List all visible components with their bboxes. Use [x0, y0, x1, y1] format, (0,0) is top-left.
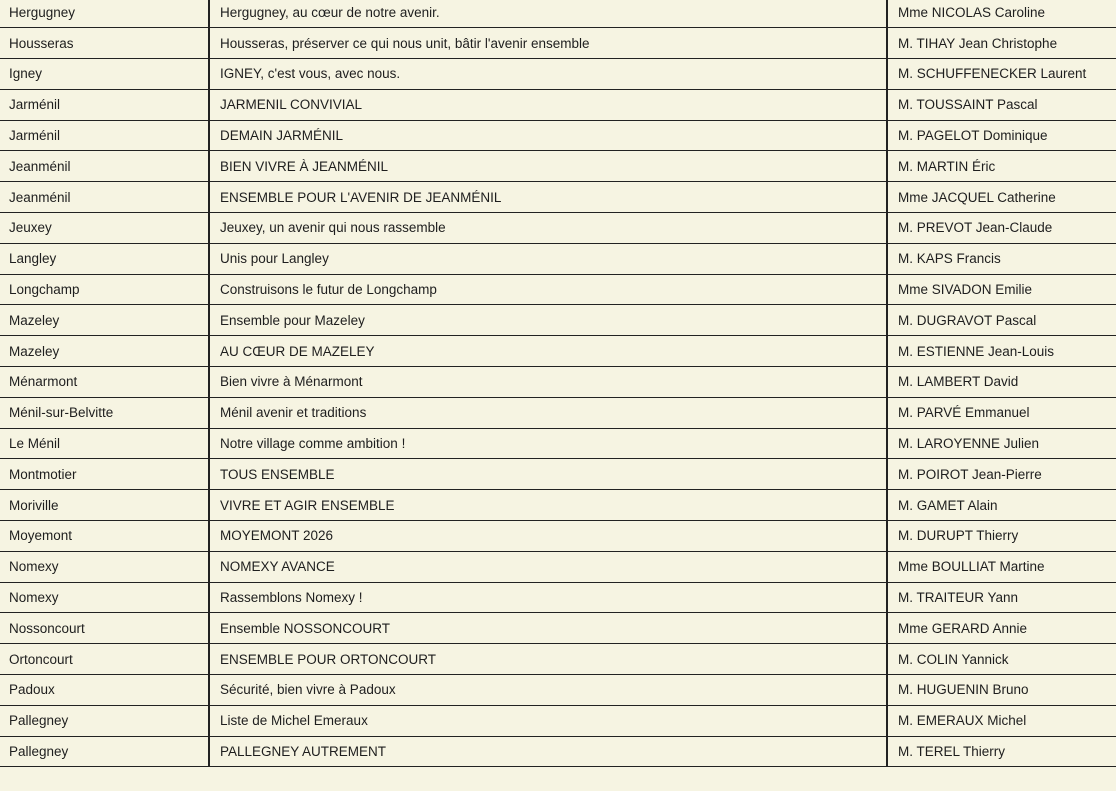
commune-cell: Igney: [0, 59, 209, 90]
list-leader-cell: Mme GERARD Annie: [887, 613, 1116, 644]
commune-cell: Moyemont: [0, 521, 209, 552]
commune-cell: Jeanménil: [0, 182, 209, 213]
table-row: [0, 336, 1116, 367]
commune-cell: Ortoncourt: [0, 644, 209, 675]
table-row: [0, 59, 1116, 90]
list-leader-cell: M. POIROT Jean-Pierre: [887, 459, 1116, 490]
table-row: [0, 582, 1116, 613]
table-row: [0, 182, 1116, 213]
list-name-cell: NOMEXY AVANCE: [209, 551, 887, 582]
list-leader-cell: M. COLIN Yannick: [887, 644, 1116, 675]
list-leader-cell: M. TOUSSAINT Pascal: [887, 89, 1116, 120]
commune-cell: Jarménil: [0, 120, 209, 151]
commune-cell: Nossoncourt: [0, 613, 209, 644]
table-row: [0, 428, 1116, 459]
table-row: [0, 305, 1116, 336]
list-name-cell: ENSEMBLE POUR L'AVENIR DE JEANMÉNIL: [209, 182, 887, 213]
commune-cell: Le Ménil: [0, 428, 209, 459]
list-leader-cell: M. PREVOT Jean-Claude: [887, 213, 1116, 244]
commune-cell: Ménarmont: [0, 367, 209, 398]
list-leader-cell: M. PAGELOT Dominique: [887, 120, 1116, 151]
table-row: [0, 120, 1116, 151]
list-name-cell: ENSEMBLE POUR ORTONCOURT: [209, 644, 887, 675]
list-leader-cell: M. PARVÉ Emmanuel: [887, 397, 1116, 428]
list-name-cell: JARMENIL CONVIVIAL: [209, 89, 887, 120]
commune-cell: Hergugney: [0, 0, 209, 28]
commune-cell: Pallegney: [0, 736, 209, 767]
table-row: [0, 151, 1116, 182]
list-leader-cell: M. LAMBERT David: [887, 367, 1116, 398]
list-leader-cell: M. ESTIENNE Jean-Louis: [887, 336, 1116, 367]
list-name-cell: MOYEMONT 2026: [209, 521, 887, 552]
table-row: [0, 243, 1116, 274]
list-leader-cell: M. TEREL Thierry: [887, 736, 1116, 767]
list-leader-cell: M. KAPS Francis: [887, 243, 1116, 274]
commune-cell: Jeanménil: [0, 151, 209, 182]
table-row: [0, 28, 1116, 59]
table-row: [0, 367, 1116, 398]
commune-cell: Longchamp: [0, 274, 209, 305]
list-name-cell: Liste de Michel Emeraux: [209, 705, 887, 736]
list-name-cell: Construisons le futur de Longchamp: [209, 274, 887, 305]
table-row: [0, 0, 1116, 28]
commune-cell: Mazeley: [0, 305, 209, 336]
table-row: [0, 213, 1116, 244]
list-leader-cell: Mme BOULLIAT Martine: [887, 551, 1116, 582]
list-name-cell: VIVRE ET AGIR ENSEMBLE: [209, 490, 887, 521]
list-name-cell: Unis pour Langley: [209, 243, 887, 274]
list-name-cell: Jeuxey, un avenir qui nous rassemble: [209, 213, 887, 244]
list-leader-cell: M. LAROYENNE Julien: [887, 428, 1116, 459]
table-row: [0, 644, 1116, 675]
commune-cell: Mazeley: [0, 336, 209, 367]
table-row: [0, 521, 1116, 552]
list-leader-cell: M. SCHUFFENECKER Laurent: [887, 59, 1116, 90]
table-row: [0, 274, 1116, 305]
list-leader-cell: M. HUGUENIN Bruno: [887, 675, 1116, 706]
table-row: [0, 705, 1116, 736]
commune-cell: Padoux: [0, 675, 209, 706]
commune-cell: Moriville: [0, 490, 209, 521]
list-leader-cell: M. TIHAY Jean Christophe: [887, 28, 1116, 59]
commune-cell: Nomexy: [0, 551, 209, 582]
commune-cell: Jarménil: [0, 89, 209, 120]
list-name-cell: Hergugney, au cœur de notre avenir.: [209, 0, 887, 28]
list-name-cell: Sécurité, bien vivre à Padoux: [209, 675, 887, 706]
list-leader-cell: Mme NICOLAS Caroline: [887, 0, 1116, 28]
table-row: [0, 490, 1116, 521]
list-leader-cell: M. EMERAUX Michel: [887, 705, 1116, 736]
list-leader-cell: M. TRAITEUR Yann: [887, 582, 1116, 613]
commune-cell: Montmotier: [0, 459, 209, 490]
list-name-cell: AU CŒUR DE MAZELEY: [209, 336, 887, 367]
table-row: [0, 89, 1116, 120]
commune-cell: Housseras: [0, 28, 209, 59]
list-name-cell: DEMAIN JARMÉNIL: [209, 120, 887, 151]
list-name-cell: BIEN VIVRE À JEANMÉNIL: [209, 151, 887, 182]
table-row: [0, 397, 1116, 428]
list-name-cell: PALLEGNEY AUTREMENT: [209, 736, 887, 767]
list-name-cell: Housseras, préserver ce qui nous unit, bâtir l'avenir ensemble: [209, 28, 887, 59]
commune-cell: Pallegney: [0, 705, 209, 736]
commune-cell: Ménil-sur-Belvitte: [0, 397, 209, 428]
list-name-cell: Ensemble NOSSONCOURT: [209, 613, 887, 644]
commune-cell: Nomexy: [0, 582, 209, 613]
list-name-cell: Ménil avenir et traditions: [209, 397, 887, 428]
list-leader-cell: M. GAMET Alain: [887, 490, 1116, 521]
list-name-cell: Bien vivre à Ménarmont: [209, 367, 887, 398]
list-leader-cell: M. DURUPT Thierry: [887, 521, 1116, 552]
commune-cell: Langley: [0, 243, 209, 274]
list-name-cell: Ensemble pour Mazeley: [209, 305, 887, 336]
table-row: [0, 613, 1116, 644]
list-leader-cell: Mme SIVADON Emilie: [887, 274, 1116, 305]
table-row: [0, 459, 1116, 490]
commune-cell: Jeuxey: [0, 213, 209, 244]
table-row: [0, 675, 1116, 706]
list-name-cell: IGNEY, c'est vous, avec nous.: [209, 59, 887, 90]
table-row: [0, 551, 1116, 582]
list-leader-cell: M. DUGRAVOT Pascal: [887, 305, 1116, 336]
list-name-cell: TOUS ENSEMBLE: [209, 459, 887, 490]
list-leader-cell: M. MARTIN Éric: [887, 151, 1116, 182]
table-row: [0, 736, 1116, 767]
list-name-cell: Rassemblons Nomexy !: [209, 582, 887, 613]
list-leader-cell: Mme JACQUEL Catherine: [887, 182, 1116, 213]
list-name-cell: Notre village comme ambition !: [209, 428, 887, 459]
